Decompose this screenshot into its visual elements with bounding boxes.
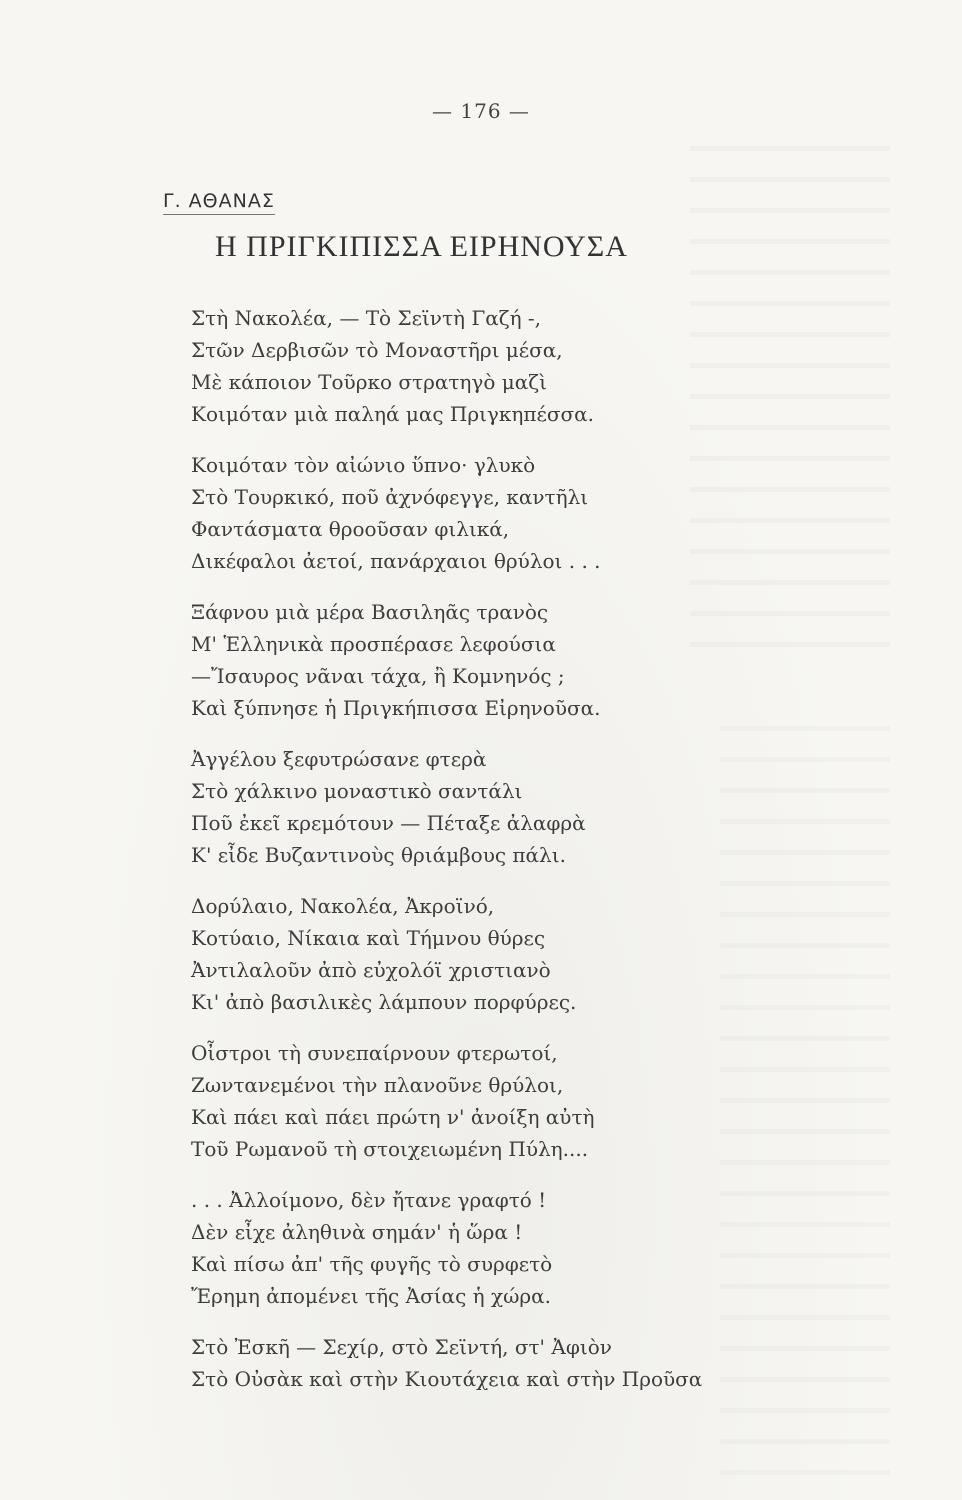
stanza bbox=[191, 596, 831, 724]
poem-line: Στῶν Δερβισῶν τὸ Μοναστῆρι μέσα, bbox=[191, 338, 563, 362]
poem-line: Κοιμόταν τὸν αἰώνιο ὕπνο· γλυκὸ bbox=[191, 453, 536, 477]
poem-line: Στὸ χάλκινο μοναστικὸ σαντάλι bbox=[191, 779, 523, 803]
poem-line: Καὶ πάει καὶ πάει πρώτη ν' ἀνοίξη αὐτὴ bbox=[191, 1105, 595, 1129]
poem-line: Κ' εἶδε Βυζαντινοὺς θριάμβους πάλι. bbox=[191, 843, 566, 867]
page-number: — 176 — bbox=[432, 99, 530, 123]
author-name: Γ. ΑΘΑΝΑΣ bbox=[163, 190, 275, 215]
poem-line: Οἶστροι τὴ συνεπαίρνουν φτερωτοί, bbox=[191, 1041, 558, 1065]
poem-line: Ἀντιλαλοῦν ἀπὸ εὐχολόϊ χριστιανὸ bbox=[191, 958, 551, 982]
poem-line: Στὴ Νακολέα, — Τὸ Σεϊντὴ Γαζή -, bbox=[191, 306, 542, 330]
poem-title: Η ΠΡΙΓΚΙΠΙΣΣΑ ΕΙΡΗΝΟΥΣΑ bbox=[215, 230, 628, 263]
poem-line: Μ' Ἑλληνικὰ προσπέρασε λεφούσια bbox=[191, 632, 556, 656]
stanza bbox=[191, 449, 831, 577]
poem-line: Ζωντανεμένοι τὴν πλανοῦνε θρύλοι, bbox=[191, 1073, 564, 1097]
poem-line: Δὲν εἶχε ἀληθινὰ σημάν' ἡ ὥρα ! bbox=[191, 1220, 523, 1244]
poem-line: Τοῦ Ρωμανοῦ τὴ στοιχειωμένη Πύλη.... bbox=[191, 1137, 589, 1161]
poem-line: Στὸ Τουρκικό, ποῦ ἀχνόφεγγε, καντῆλι bbox=[191, 485, 589, 509]
poem-line: Στὸ Ἐσκῆ — Σεχίρ, στὸ Σεϊντή, στ' Ἀφιὸν bbox=[191, 1335, 612, 1359]
poem-line: Δικέφαλοι ἀετοί, πανάρχαιοι θρύλοι . . . bbox=[191, 549, 601, 573]
stanza bbox=[191, 302, 831, 430]
poem-line: —Ἴσαυρος νᾶναι τάχα, ἢ Κομνηνός ; bbox=[191, 664, 565, 688]
poem-line: Καὶ ξύπνησε ἡ Πριγκήπισσα Εἰρηνοῦσα. bbox=[191, 696, 601, 720]
poem-line: Κοτύαιο, Νίκαια καὶ Τήμνου θύρες bbox=[191, 926, 546, 950]
poem-line: . . . Ἀλλοίμονο, δὲν ἤτανε γραφτό ! bbox=[191, 1188, 547, 1212]
stanza bbox=[191, 1331, 831, 1395]
stanza bbox=[191, 1184, 831, 1312]
poem-line: Ξάφνου μιὰ μέρα Βασιληᾶς τρανὸς bbox=[191, 600, 549, 624]
poem-line: Μὲ κάποιον Τοῦρκο στρατηγὸ μαζὶ bbox=[191, 370, 547, 394]
poem-line: Ἀγγέλου ξεφυτρώσανε φτερὰ bbox=[191, 747, 487, 771]
poem-line: Φαντάσματα θροοῦσαν φιλικά, bbox=[191, 517, 510, 541]
stanza bbox=[191, 1037, 831, 1165]
poem-line: Κι' ἀπὸ βασιλικὲς λάμπουν πορφύρες. bbox=[191, 990, 577, 1014]
poem-line: Κοιμόταν μιὰ παληά μας Πριγκηπέσσα. bbox=[191, 402, 595, 426]
poem-line: Ποῦ ἐκεῖ κρεμότουν — Πέταξε ἀλαφρὰ bbox=[191, 811, 586, 835]
poem-line: Ἔρημη ἀπομένει τῆς Ἀσίας ἡ χώρα. bbox=[191, 1284, 552, 1308]
poem-line: Δορύλαιο, Νακολέα, Ἀκροϊνό, bbox=[191, 894, 495, 918]
poem-body bbox=[191, 302, 831, 1414]
poem-line: Στὸ Οὐσὰκ καὶ στὴν Κιουτάχεια καὶ στὴν Προῦσα bbox=[191, 1367, 703, 1391]
stanza bbox=[191, 743, 831, 871]
stanza bbox=[191, 890, 831, 1018]
poem-line: Καὶ πίσω ἀπ' τῆς φυγῆς τὸ συρφετὸ bbox=[191, 1252, 553, 1276]
